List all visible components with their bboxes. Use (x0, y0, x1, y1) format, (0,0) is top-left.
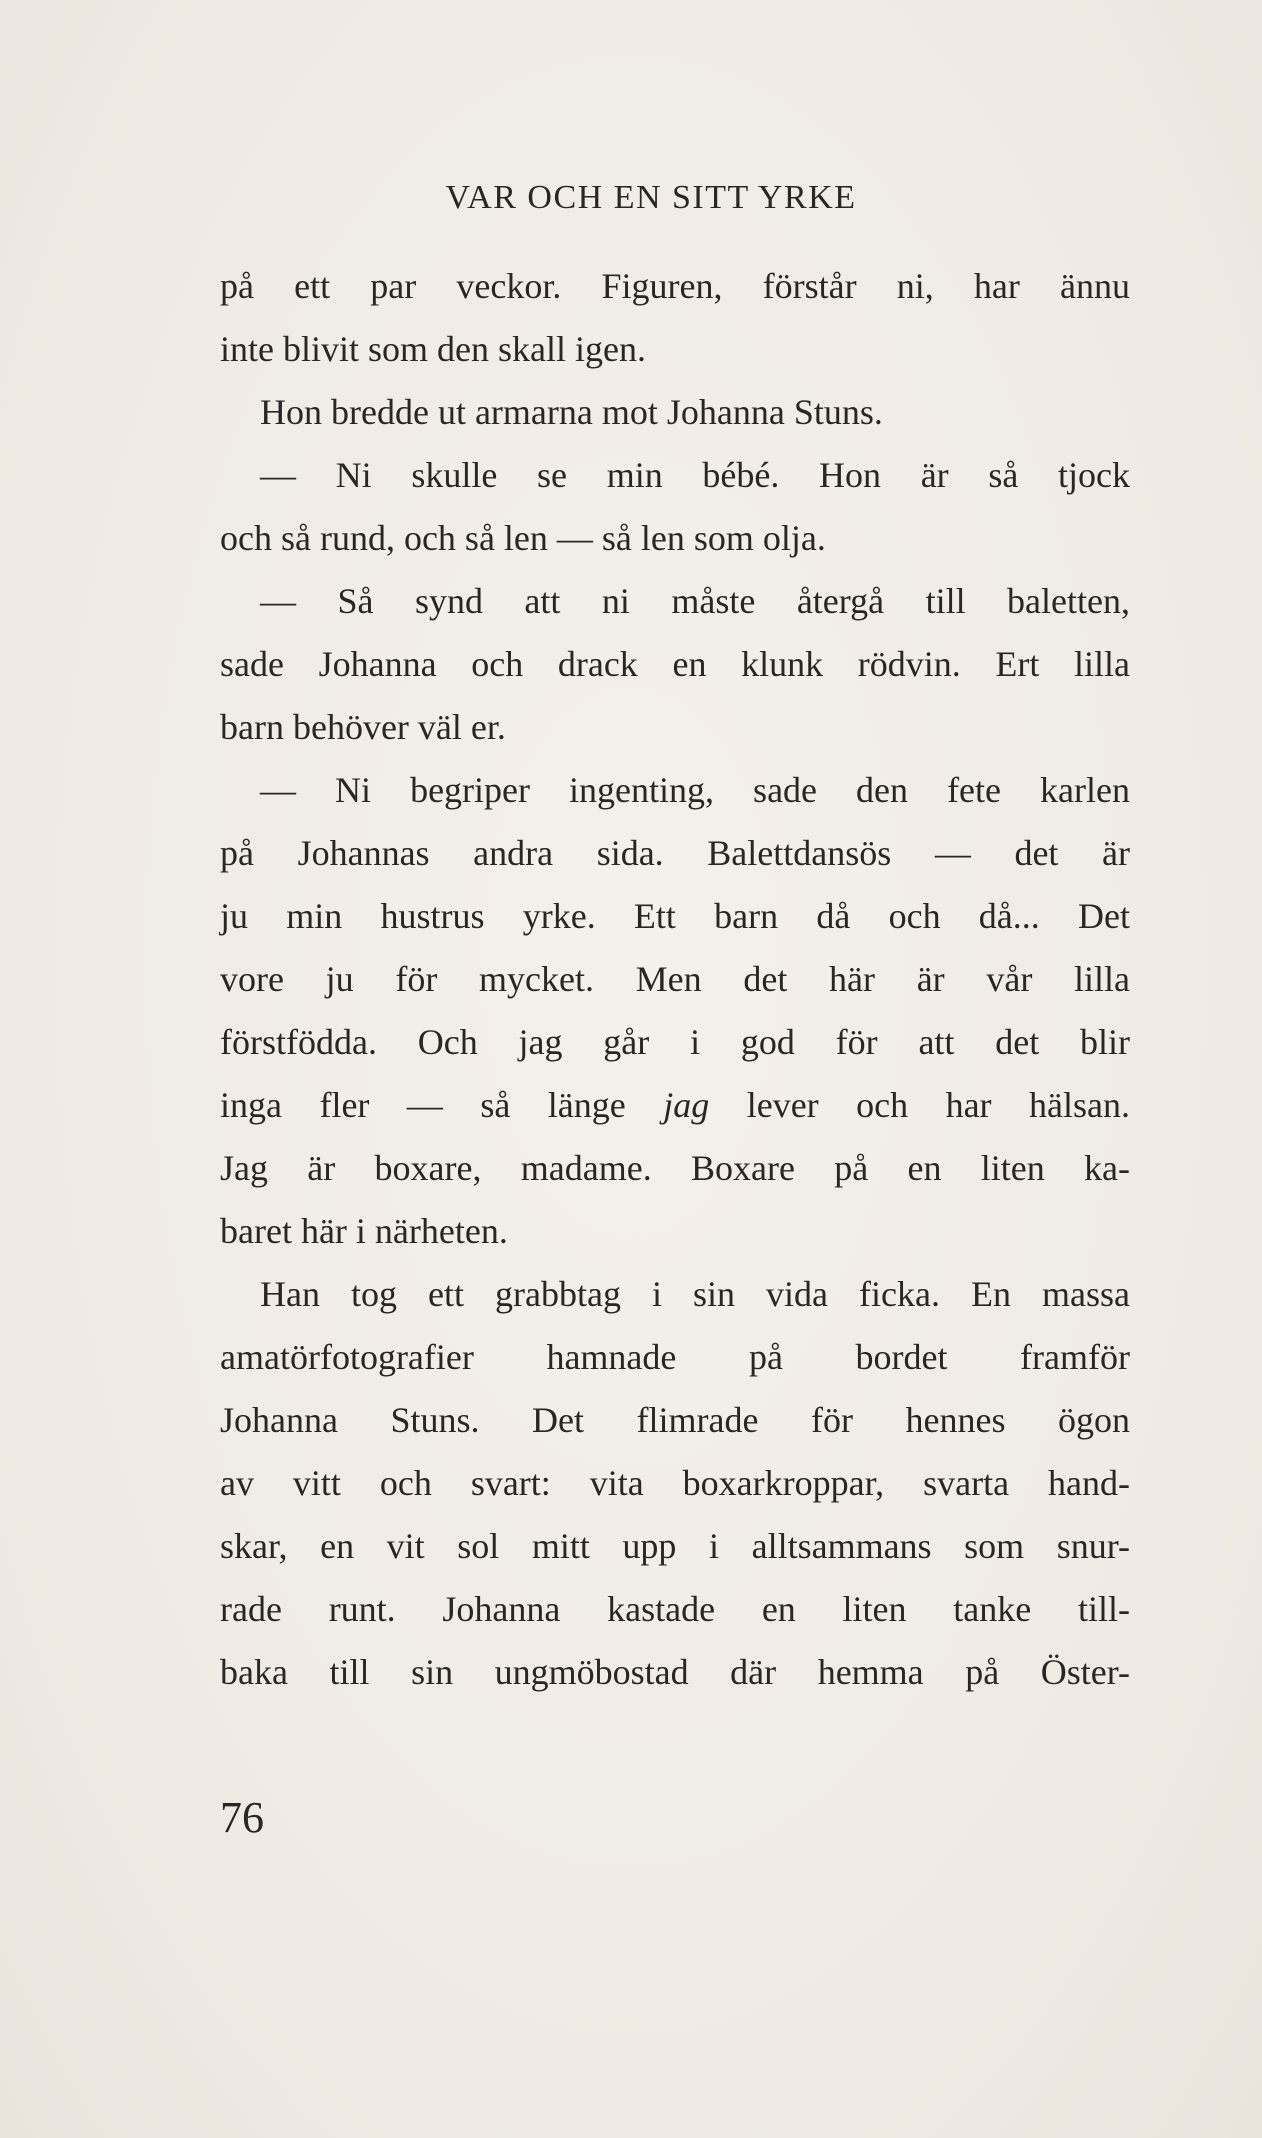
text-line: förstfödda. Och jag går i god för att det blir (220, 1022, 1130, 1062)
text-line: rade runt. Johanna kastade en liten tanke till- (220, 1589, 1130, 1629)
text-line: skar, en vit sol mitt upp i alltsammans som snur- (220, 1526, 1130, 1566)
text-line: av vitt och svart: vita boxarkroppar, svarta hand- (220, 1463, 1130, 1503)
text-line: sade Johanna och drack en klunk rödvin. Ert lilla (220, 644, 1130, 684)
text-line: inga fler — så länge jag lever och har hälsan. (220, 1085, 1130, 1125)
text-line: Hon bredde ut armarna mot Johanna Stuns. (260, 392, 883, 432)
running-head: VAR OCH EN SITT YRKE (445, 179, 857, 216)
page-number: 76 (220, 1793, 264, 1842)
text-line: barn behöver väl er. (220, 707, 506, 747)
text-line: vore ju för mycket. Men det här är vår lilla (220, 959, 1130, 999)
text-line: Jag är boxare, madame. Boxare på en liten ka- (220, 1148, 1130, 1188)
text-line: inte blivit som den skall igen. (220, 329, 646, 369)
text-line: — Ni begriper ingenting, sade den fete karlen (260, 770, 1130, 810)
body-text (220, 255, 1130, 1704)
text-line: — Så synd att ni måste återgå till baletten, (260, 581, 1130, 621)
emphasis: jag (663, 1085, 710, 1125)
text-line: och så rund, och så len — så len som olja. (220, 518, 826, 558)
text-line: baret här i närheten. (220, 1211, 508, 1251)
text-line: på Johannas andra sida. Balettdansös — det är (220, 833, 1130, 873)
text-line: amatörfotografier hamnade på bordet framför (220, 1337, 1130, 1377)
text-line: på ett par veckor. Figuren, förstår ni, har ännu (220, 266, 1130, 306)
text-line: Johanna Stuns. Det flimrade för hennes ögon (220, 1400, 1130, 1440)
text-line: baka till sin ungmöbostad där hemma på Öster- (220, 1652, 1130, 1692)
text-line: ju min hustrus yrke. Ett barn då och då... Det (220, 896, 1130, 936)
text-line: Han tog ett grabbtag i sin vida ficka. En massa (260, 1274, 1130, 1314)
text-line: — Ni skulle se min bébé. Hon är så tjock (260, 455, 1130, 495)
